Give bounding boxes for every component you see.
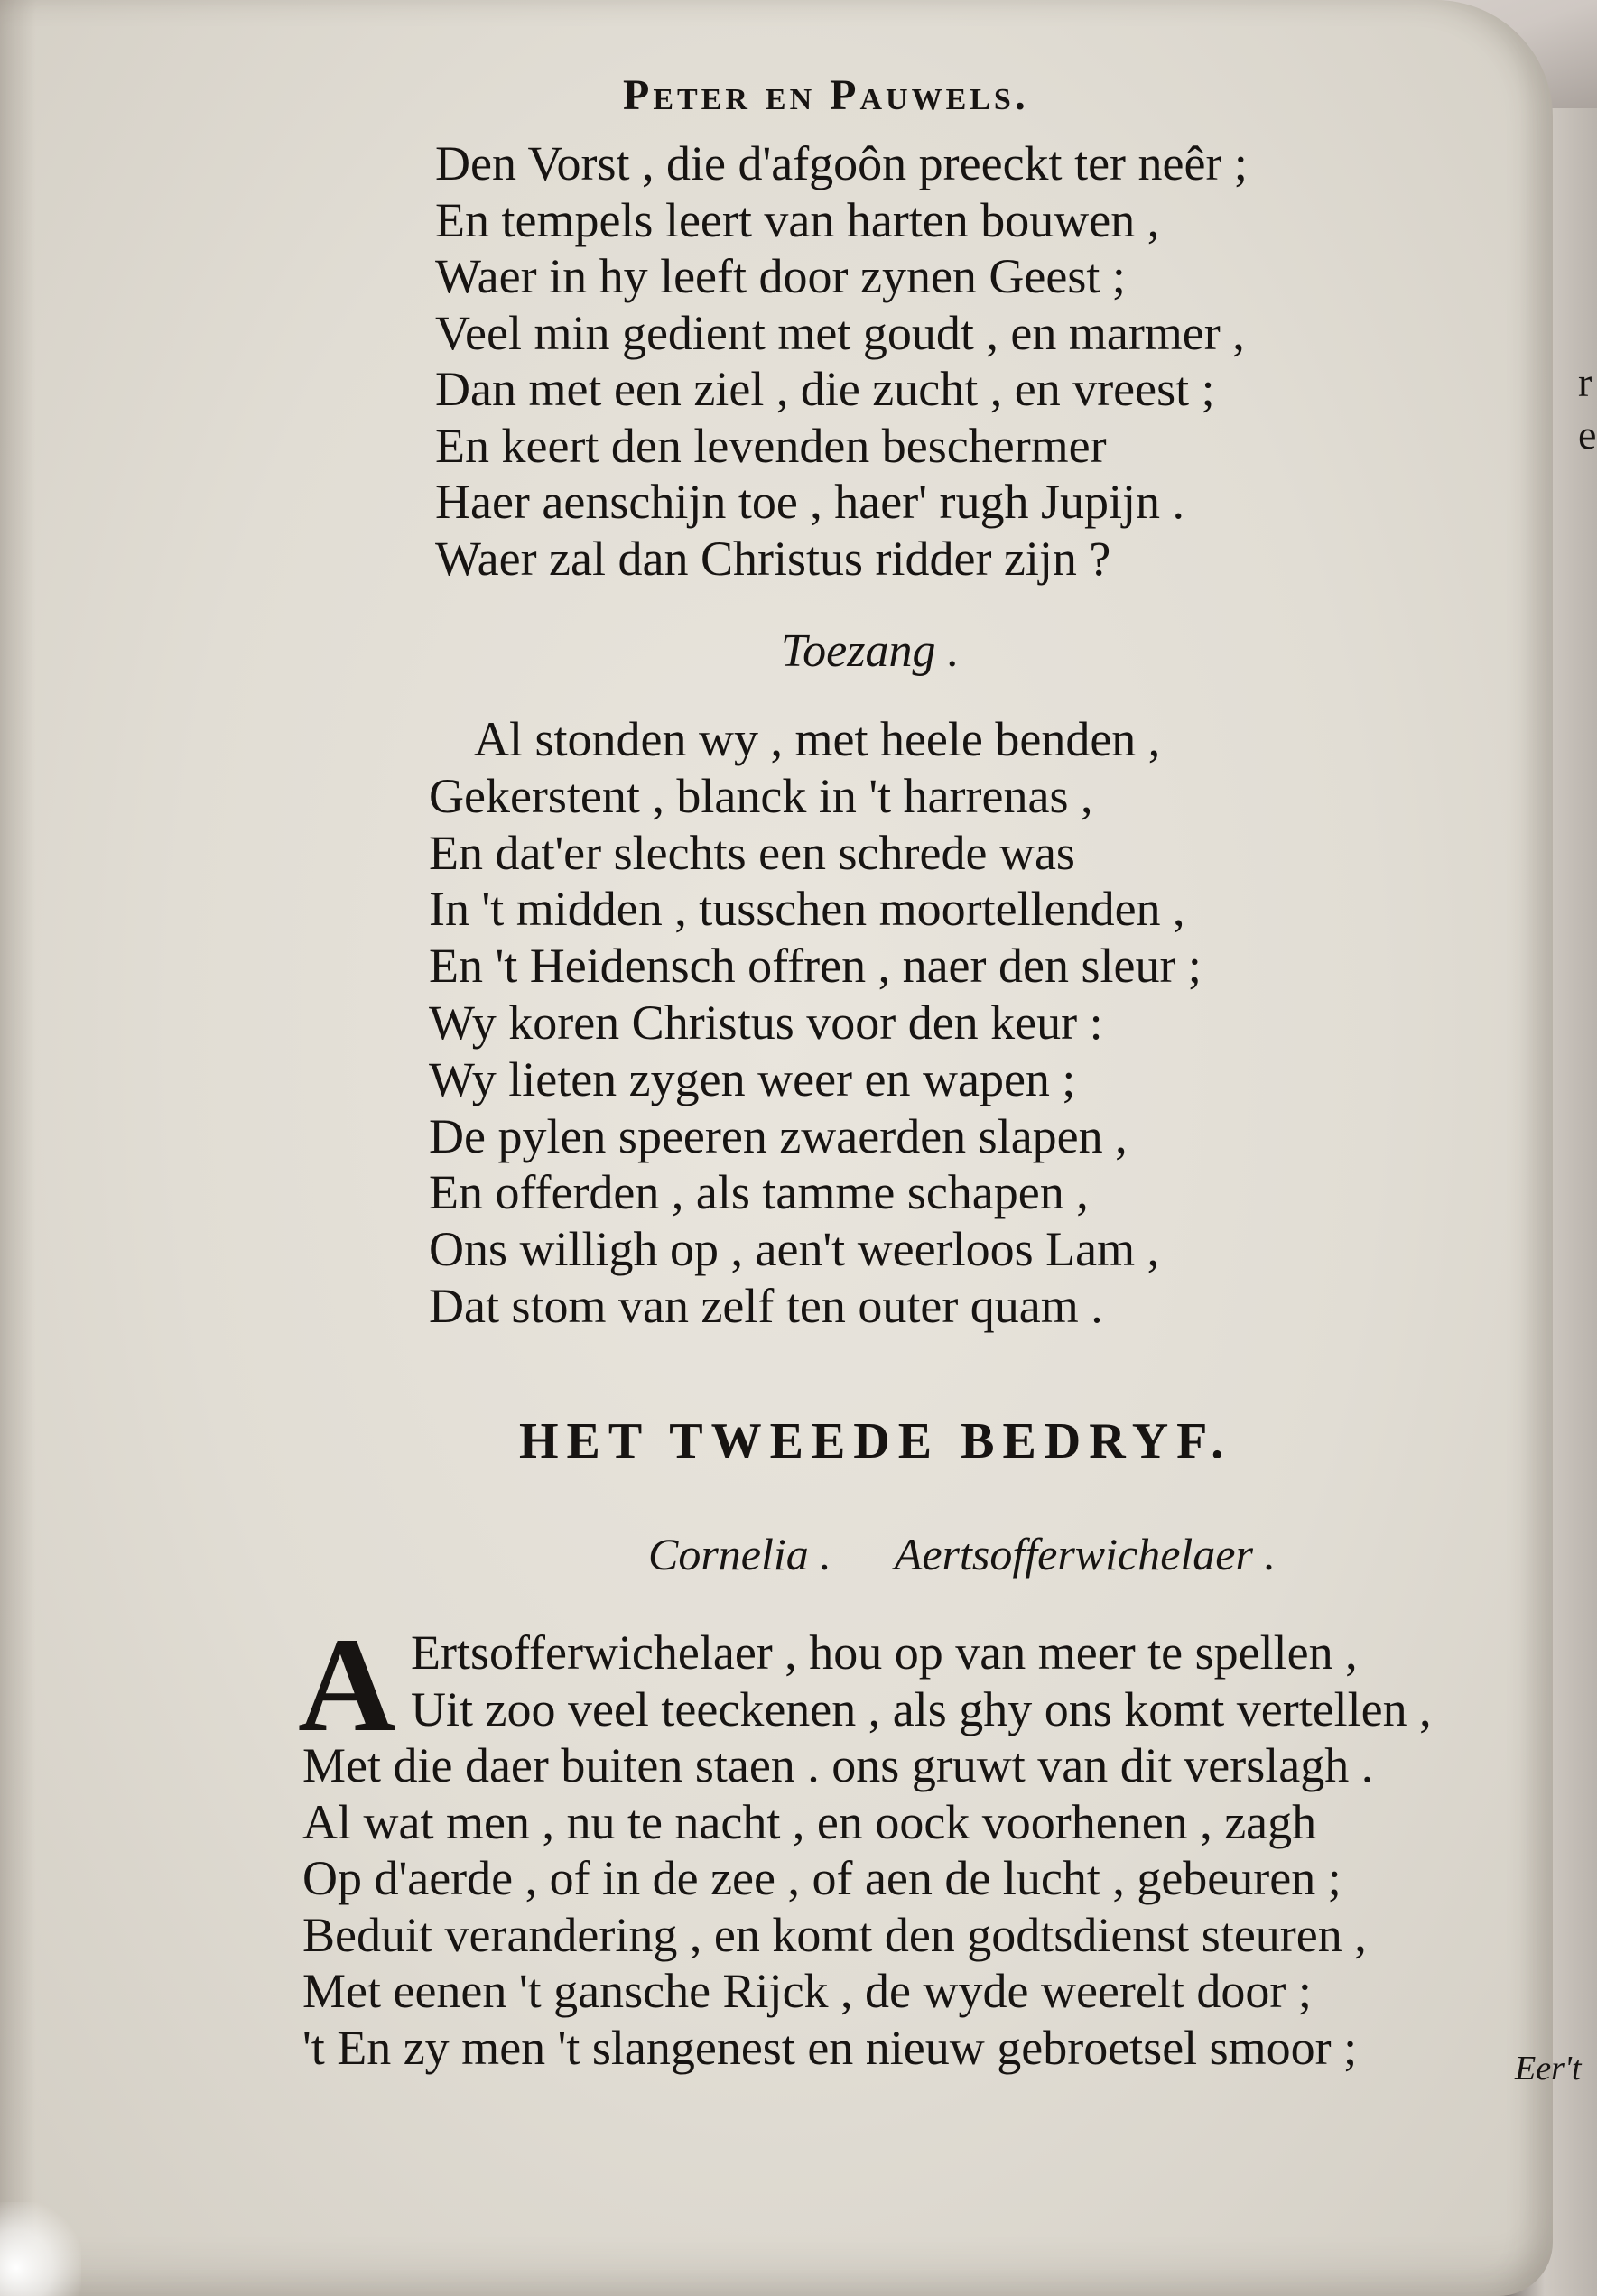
- verse-line: Ertsofferwichelaer , hou op van meer te spellen ,: [411, 1625, 1358, 1680]
- verse-line: Haer aenschijn toe , haer' rugh Jupijn .: [435, 475, 1184, 529]
- verse-line: Waer zal dan Christus ridder zijn ?: [435, 531, 1111, 586]
- verse-line: En keert den levenden beschermer: [435, 418, 1107, 473]
- stanza-1: [435, 135, 1248, 587]
- character-name: Cornelia .: [648, 1529, 831, 1579]
- verse-line: Met eenen 't gansche Rijck , de wyde weerelt door ;: [302, 1964, 1312, 2018]
- facing-fragment-line-2: e: [1578, 412, 1597, 458]
- verse-line: En dat'er slechts een schrede was: [429, 825, 1075, 880]
- verse-line: Gekerstent , blanck in 't harrenas ,: [429, 768, 1093, 823]
- verse-line: En offerden , als tamme schapen ,: [429, 1165, 1089, 1220]
- verse-line: Uit zoo veel teeckenen , als ghy ons komt vertellen ,: [411, 1681, 1432, 1736]
- verse-line: Beduit verandering , en komt den godtsdienst steuren ,: [302, 1907, 1367, 1962]
- stanza-2: [429, 711, 1202, 1335]
- catchword: Eer't: [1515, 2050, 1582, 2088]
- verse-line: Al wat men , nu te nacht , en oock voorhenen , zagh: [302, 1794, 1317, 1849]
- toezang-heading: Toezang .: [781, 625, 960, 677]
- verse-line: Al stonden wy , met heele benden ,: [474, 712, 1161, 766]
- verse-line: Ons willigh op , aen't weerloos Lam ,: [429, 1222, 1160, 1277]
- verse-line: Wy lieten zygen weer en wapen ;: [429, 1051, 1076, 1106]
- light-flare: [0, 2202, 81, 2296]
- verse-line: Den Vorst , die d'afgoôn preeckt ter neêr ;: [435, 136, 1248, 190]
- act-title: HET TWEEDE BEDRYF.: [519, 1413, 1232, 1469]
- facing-fragment-line-1: r: [1578, 359, 1592, 405]
- character-list: [648, 1528, 1370, 1580]
- verse-line: Dan met een ziel , die zucht , en vreest ;: [435, 362, 1215, 416]
- running-head: Peter en Pauwels.: [623, 71, 1029, 119]
- verse-line: Waer in hy leeft door zynen Geest ;: [435, 249, 1126, 303]
- character-name: Aertsofferwichelaer .: [894, 1529, 1276, 1579]
- verse-line: De pylen speeren zwaerden slapen ,: [429, 1108, 1128, 1163]
- drop-cap-initial: A: [298, 1610, 396, 1760]
- verse-line: 't En zy men 't slangenest en nieuw gebroetsel smoor ;: [302, 2020, 1358, 2075]
- verse-line: Met die daer buiten staen . ons gruwt van dit verslagh .: [302, 1738, 1374, 1792]
- verse-line: En tempels leert van harten bouwen ,: [435, 192, 1160, 247]
- verse-line: Op d'aerde , of in de zee , of aen de lucht , gebeuren ;: [302, 1851, 1342, 1905]
- verse-line: En 't Heidensch offren , naer den sleur ;: [429, 939, 1202, 994]
- verse-line: Veel min gedient met goudt , en marmer ,: [435, 305, 1245, 360]
- verse-line: Wy koren Christus voor den keur :: [429, 995, 1103, 1050]
- stanza-3: [302, 1625, 1432, 2076]
- facing-page-text-fragment: [1578, 356, 1596, 461]
- page-gutter-shadow: [0, 0, 36, 2296]
- verse-line: Dat stom van zelf ten outer quam .: [429, 1278, 1103, 1333]
- verse-line: In 't midden , tusschen moortellenden ,: [429, 882, 1185, 937]
